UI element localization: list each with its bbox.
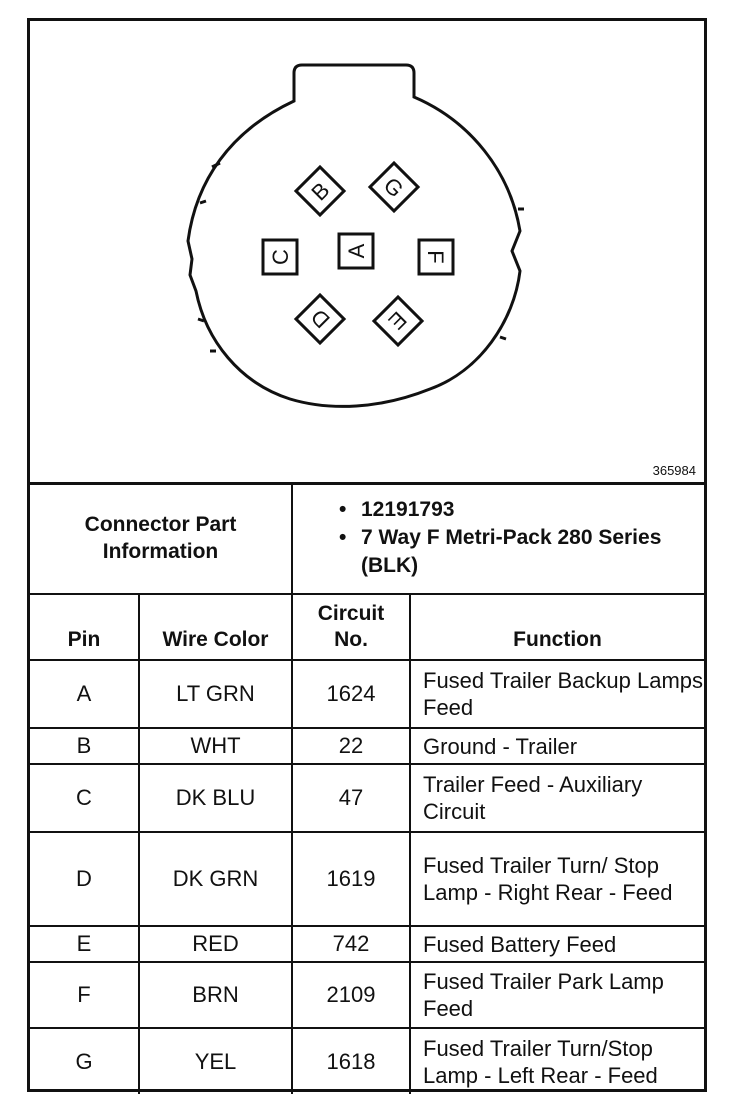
pin-cavity-g — [370, 163, 418, 211]
table-row — [30, 926, 704, 962]
function-cell: Fused Trailer Backup Lamps Feed — [410, 660, 704, 728]
wire-color-cell: BRN — [139, 962, 292, 1028]
part-number: • 12191793 — [339, 496, 694, 524]
pin-cell: C — [30, 764, 139, 832]
wire-color-cell: LT GRN — [139, 660, 292, 728]
pin-cavity-f — [419, 240, 453, 274]
diagram-frame — [27, 18, 707, 1092]
connector-description: • 7 Way F Metri-Pack 280 Series (BLK) — [339, 524, 694, 580]
pin-cavity-c — [263, 240, 297, 274]
pin-cavity-a — [339, 234, 373, 268]
pin-cell: E — [30, 926, 139, 962]
pin-label: E — [383, 306, 412, 335]
circuit-cell: 1618 — [292, 1028, 410, 1094]
header-pin: Pin — [30, 594, 139, 660]
table-row — [30, 728, 704, 764]
part-info-row — [30, 482, 704, 594]
pin-cell: B — [30, 728, 139, 764]
pin-cell: F — [30, 962, 139, 1028]
pin-cavity-e — [374, 297, 422, 345]
pin-label: G — [378, 172, 409, 203]
header-circuit — [292, 594, 410, 660]
pin-cell: G — [30, 1028, 139, 1094]
wire-color-cell: WHT — [139, 728, 292, 764]
header-circuit-line1: Circuit — [317, 602, 385, 625]
table-row — [30, 764, 704, 832]
header-row — [30, 594, 704, 660]
header-circuit-line2: No. — [334, 628, 368, 651]
pin-label: B — [306, 177, 335, 206]
header-wire-color: Wire Color — [139, 594, 292, 660]
part-info-label — [30, 482, 292, 594]
function-cell: Fused Battery Feed — [410, 926, 704, 962]
wire-color-cell: DK GRN — [139, 832, 292, 926]
function-cell: Fused Trailer Turn/Stop Lamp - Left Rear - Feed — [410, 1028, 704, 1094]
connector-face-svg — [30, 21, 704, 482]
circuit-cell: 47 — [292, 764, 410, 832]
wire-color-cell: DK BLU — [139, 764, 292, 832]
circuit-cell: 742 — [292, 926, 410, 962]
part-info-values — [292, 482, 704, 594]
connector-diagram — [30, 21, 704, 485]
function-cell: Fused Trailer Park Lamp Feed — [410, 962, 704, 1028]
table-row — [30, 962, 704, 1028]
table-row — [30, 1028, 704, 1094]
function-cell: Fused Trailer Turn/ Stop Lamp - Right Rear - Feed — [410, 832, 704, 926]
header-function: Function — [410, 594, 704, 660]
circuit-cell: 2109 — [292, 962, 410, 1028]
pinout-table — [30, 482, 704, 1094]
pin-label: A — [344, 243, 369, 259]
pin-label: C — [268, 249, 293, 265]
circuit-cell: 1624 — [292, 660, 410, 728]
pin-cell: A — [30, 660, 139, 728]
table-row — [30, 660, 704, 728]
wire-color-cell: YEL — [139, 1028, 292, 1094]
pin-cavity-d — [296, 295, 344, 343]
pin-cell: D — [30, 832, 139, 926]
circuit-cell: 1619 — [292, 832, 410, 926]
function-cell: Ground - Trailer — [410, 728, 704, 764]
wire-color-cell: RED — [139, 926, 292, 962]
part-info-label-line2: Information — [102, 539, 219, 563]
table-row — [30, 832, 704, 926]
pin-cavity-b — [296, 167, 344, 215]
pin-label: F — [423, 250, 448, 264]
part-info-label-line1: Connector Part — [84, 512, 237, 536]
circuit-cell: 22 — [292, 728, 410, 764]
figure-id: 365984 — [652, 463, 696, 478]
function-cell: Trailer Feed - Auxiliary Circuit — [410, 764, 704, 832]
pin-label: D — [305, 304, 335, 334]
